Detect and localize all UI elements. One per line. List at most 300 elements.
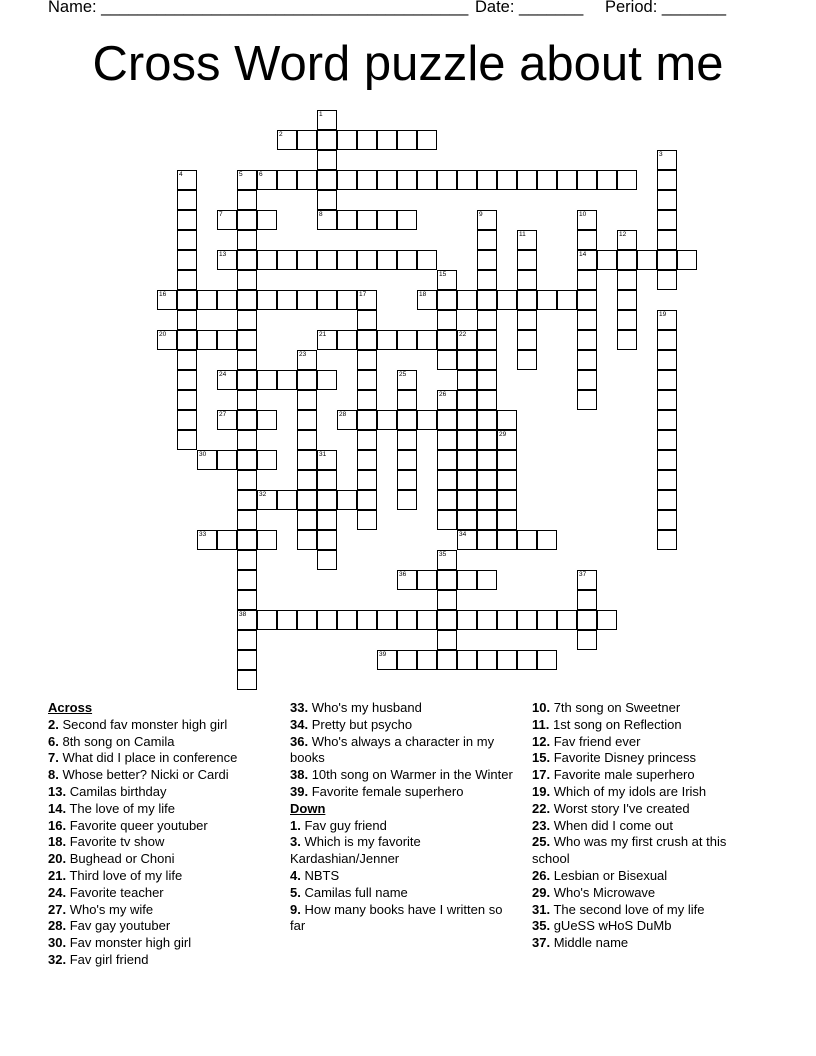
grid-cell[interactable] [517,270,537,290]
grid-cell[interactable] [257,490,277,510]
grid-cell[interactable] [357,250,377,270]
grid-cell[interactable] [477,510,497,530]
grid-cell[interactable] [357,610,377,630]
grid-cell[interactable] [317,150,337,170]
grid-cell[interactable] [357,390,377,410]
grid-cell[interactable] [297,370,317,390]
grid-cell[interactable] [257,370,277,390]
grid-cell[interactable] [177,370,197,390]
grid-cell[interactable] [397,410,417,430]
grid-cell[interactable] [237,590,257,610]
grid-cell[interactable] [497,610,517,630]
grid-cell[interactable] [217,530,237,550]
grid-cell[interactable] [297,350,317,370]
grid-cell[interactable] [577,630,597,650]
grid-cell[interactable] [617,310,637,330]
cell-number: 14 [579,251,587,258]
grid-cell[interactable] [237,630,257,650]
grid-cell[interactable] [497,530,517,550]
grid-cell[interactable] [197,330,217,350]
grid-cell[interactable] [437,270,457,290]
grid-cell[interactable] [237,330,257,350]
grid-cell[interactable] [297,510,317,530]
grid-cell[interactable] [217,210,237,230]
grid-cell[interactable] [397,490,417,510]
grid-cell[interactable] [557,290,577,310]
grid-cell[interactable] [357,130,377,150]
grid-cell[interactable] [237,390,257,410]
grid-cell[interactable] [297,390,317,410]
grid-cell[interactable] [177,330,197,350]
grid-cell[interactable] [297,170,317,190]
grid-cell[interactable] [337,490,357,510]
grid-cell[interactable] [217,370,237,390]
grid-cell[interactable] [317,210,337,230]
grid-cell[interactable] [417,290,437,310]
grid-cell[interactable] [657,190,677,210]
grid-cell[interactable] [677,250,697,270]
grid-cell[interactable] [517,290,537,310]
grid-cell[interactable] [237,370,257,390]
grid-cell[interactable] [477,310,497,330]
grid-cell[interactable] [577,230,597,250]
grid-cell[interactable] [657,210,677,230]
grid-cell[interactable] [657,490,677,510]
grid-cell[interactable] [217,250,237,270]
grid-cell[interactable] [237,430,257,450]
grid-cell[interactable] [437,330,457,350]
grid-cell[interactable] [477,290,497,310]
grid-cell[interactable] [537,170,557,190]
grid-cell[interactable] [397,330,417,350]
grid-cell[interactable] [617,330,637,350]
grid-cell[interactable] [377,330,397,350]
grid-cell[interactable] [437,650,457,670]
grid-cell[interactable] [317,610,337,630]
grid-cell[interactable] [577,250,597,270]
grid-cell[interactable] [277,610,297,630]
grid-cell[interactable] [477,350,497,370]
grid-cell[interactable] [177,250,197,270]
grid-cell[interactable] [457,170,477,190]
grid-cell[interactable] [237,170,257,190]
grid-cell[interactable] [337,610,357,630]
grid-cell[interactable] [517,230,537,250]
grid-cell[interactable] [397,210,417,230]
grid-cell[interactable] [477,410,497,430]
grid-cell[interactable] [397,570,417,590]
grid-cell[interactable] [277,170,297,190]
grid-cell[interactable] [657,450,677,470]
grid-cell[interactable] [537,610,557,630]
grid-cell[interactable] [537,290,557,310]
grid-cell[interactable] [217,450,237,470]
grid-cell[interactable] [277,290,297,310]
grid-cell[interactable] [237,350,257,370]
grid-cell[interactable] [237,470,257,490]
grid-cell[interactable] [417,250,437,270]
grid-cell[interactable] [297,470,317,490]
grid-cell[interactable] [617,170,637,190]
grid-cell[interactable] [357,310,377,330]
grid-cell[interactable] [297,290,317,310]
grid-cell[interactable] [377,610,397,630]
grid-cell[interactable] [237,310,257,330]
grid-cell[interactable] [337,210,357,230]
grid-cell[interactable] [517,330,537,350]
grid-cell[interactable] [317,550,337,570]
grid-cell[interactable] [477,610,497,630]
grid-cell[interactable] [237,250,257,270]
grid-cell[interactable] [477,230,497,250]
grid-cell[interactable] [517,250,537,270]
grid-cell[interactable] [297,490,317,510]
grid-cell[interactable] [417,130,437,150]
grid-cell[interactable] [337,410,357,430]
grid-cell[interactable] [597,250,617,270]
grid-cell[interactable] [457,610,477,630]
grid-cell[interactable] [497,510,517,530]
grid-cell[interactable] [457,450,477,470]
grid-cell[interactable] [457,330,477,350]
grid-cell[interactable] [177,270,197,290]
grid-cell[interactable] [257,410,277,430]
grid-cell[interactable] [357,210,377,230]
grid-cell[interactable] [457,290,477,310]
grid-cell[interactable] [617,230,637,250]
grid-cell[interactable] [417,410,437,430]
grid-cell[interactable] [237,570,257,590]
grid-cell[interactable] [457,470,477,490]
grid-cell[interactable] [477,530,497,550]
grid-cell[interactable] [257,610,277,630]
grid-cell[interactable] [197,530,217,550]
grid-cell[interactable] [497,450,517,470]
grid-cell[interactable] [337,290,357,310]
grid-cell[interactable] [457,430,477,450]
grid-cell[interactable] [437,550,457,570]
grid-cell[interactable] [197,290,217,310]
grid-cell[interactable] [517,650,537,670]
cell-number: 8 [319,211,323,218]
grid-cell[interactable] [497,410,517,430]
grid-cell[interactable] [297,130,317,150]
grid-cell[interactable] [597,170,617,190]
grid-cell[interactable] [557,170,577,190]
grid-cell[interactable] [177,430,197,450]
grid-cell[interactable] [317,490,337,510]
clue-text: What did I place in conference [62,750,238,766]
grid-cell[interactable] [657,350,677,370]
grid-cell[interactable] [417,650,437,670]
grid-cell[interactable] [257,290,277,310]
grid-cell[interactable] [457,350,477,370]
grid-cell[interactable] [317,250,337,270]
grid-cell[interactable] [477,370,497,390]
grid-cell[interactable] [437,350,457,370]
grid-cell[interactable] [577,570,597,590]
grid-cell[interactable] [177,350,197,370]
grid-cell[interactable] [577,610,597,630]
grid-cell[interactable] [657,410,677,430]
grid-cell[interactable] [177,210,197,230]
grid-cell[interactable] [217,290,237,310]
grid-cell[interactable] [437,470,457,490]
grid-cell[interactable] [477,270,497,290]
grid-cell[interactable] [157,330,177,350]
grid-cell[interactable] [457,390,477,410]
grid-cell[interactable] [497,430,517,450]
grid-cell[interactable] [597,610,617,630]
grid-cell[interactable] [237,190,257,210]
grid-cell[interactable] [197,450,217,470]
grid-cell[interactable] [477,250,497,270]
grid-cell[interactable] [477,170,497,190]
grid-cell[interactable] [237,230,257,250]
grid-cell[interactable] [377,250,397,270]
grid-cell[interactable] [357,330,377,350]
grid-cell[interactable] [437,170,457,190]
grid-cell[interactable] [577,210,597,230]
grid-cell[interactable] [317,190,337,210]
grid-cell[interactable] [337,330,357,350]
grid-cell[interactable] [437,450,457,470]
grid-cell[interactable] [357,510,377,530]
grid-cell[interactable] [297,610,317,630]
grid-cell[interactable] [397,610,417,630]
grid-cell[interactable] [177,170,197,190]
grid-cell[interactable] [177,310,197,330]
grid-cell[interactable] [577,170,597,190]
grid-cell[interactable] [477,650,497,670]
grid-cell[interactable] [657,370,677,390]
grid-cell[interactable] [577,350,597,370]
grid-cell[interactable] [317,130,337,150]
grid-cell[interactable] [177,410,197,430]
grid-cell[interactable] [177,390,197,410]
grid-cell[interactable] [257,210,277,230]
grid-cell[interactable] [657,150,677,170]
grid-cell[interactable] [317,110,337,130]
grid-cell[interactable] [377,170,397,190]
grid-cell[interactable] [497,470,517,490]
grid-cell[interactable] [357,410,377,430]
grid-cell[interactable] [177,290,197,310]
grid-cell[interactable] [177,230,197,250]
grid-cell[interactable] [237,270,257,290]
grid-cell[interactable] [377,410,397,430]
grid-cell[interactable] [477,390,497,410]
grid-cell[interactable] [437,430,457,450]
grid-cell[interactable] [337,130,357,150]
grid-cell[interactable] [457,510,477,530]
grid-cell[interactable] [357,470,377,490]
grid-cell[interactable] [457,650,477,670]
grid-cell[interactable] [357,490,377,510]
grid-cell[interactable] [317,510,337,530]
grid-cell[interactable] [617,250,637,270]
grid-cell[interactable] [397,470,417,490]
grid-cell[interactable] [377,130,397,150]
grid-cell[interactable] [337,170,357,190]
grid-cell[interactable] [437,590,457,610]
grid-cell[interactable] [177,190,197,210]
grid-cell[interactable] [437,290,457,310]
grid-cell[interactable] [357,450,377,470]
grid-cell[interactable] [477,210,497,230]
grid-cell[interactable] [517,310,537,330]
grid-cell[interactable] [157,290,177,310]
grid-cell[interactable] [357,430,377,450]
grid-cell[interactable] [297,250,317,270]
grid-cell[interactable] [297,430,317,450]
grid-cell[interactable] [317,170,337,190]
grid-cell[interactable] [417,330,437,350]
grid-cell[interactable] [237,610,257,630]
grid-cell[interactable] [457,530,477,550]
grid-cell[interactable] [577,390,597,410]
grid-cell[interactable] [457,490,477,510]
grid-cell[interactable] [397,450,417,470]
grid-cell[interactable] [297,410,317,430]
grid-cell[interactable] [217,330,237,350]
grid-cell[interactable] [437,490,457,510]
grid-cell[interactable] [397,250,417,270]
grid-cell[interactable] [337,250,357,270]
grid-cell[interactable] [657,470,677,490]
grid-cell[interactable] [657,430,677,450]
grid-cell[interactable] [577,590,597,610]
grid-cell[interactable] [557,610,577,630]
grid-cell[interactable] [437,630,457,650]
grid-cell[interactable] [357,370,377,390]
grid-cell[interactable] [397,130,417,150]
grid-cell[interactable] [237,650,257,670]
grid-cell[interactable] [237,550,257,570]
grid-cell[interactable] [277,490,297,510]
grid-cell[interactable] [457,370,477,390]
grid-cell[interactable] [477,570,497,590]
grid-cell[interactable] [397,170,417,190]
grid-cell[interactable] [477,490,497,510]
grid-cell[interactable] [317,470,337,490]
grid-cell[interactable] [237,670,257,690]
grid-cell[interactable] [617,290,637,310]
grid-cell[interactable] [417,170,437,190]
grid-cell[interactable] [577,310,597,330]
grid-cell[interactable] [257,170,277,190]
grid-cell[interactable] [657,330,677,350]
grid-cell[interactable] [277,250,297,270]
grid-cell[interactable] [497,170,517,190]
grid-cell[interactable] [657,170,677,190]
grid-cell[interactable] [357,290,377,310]
grid-cell[interactable] [317,330,337,350]
grid-cell[interactable] [297,450,317,470]
grid-cell[interactable] [437,390,457,410]
grid-cell[interactable] [517,530,537,550]
grid-cell[interactable] [257,530,277,550]
grid-cell[interactable] [437,510,457,530]
grid-cell[interactable] [577,330,597,350]
grid-cell[interactable] [317,370,337,390]
grid-cell[interactable] [437,610,457,630]
grid-cell[interactable] [277,130,297,150]
grid-cell[interactable] [237,410,257,430]
grid-cell[interactable] [477,450,497,470]
date-field[interactable]: Date: _______ [475,0,584,16]
grid-cell[interactable] [437,410,457,430]
grid-cell[interactable] [397,430,417,450]
grid-cell[interactable] [277,370,297,390]
grid-cell[interactable] [477,430,497,450]
grid-cell[interactable] [537,530,557,550]
grid-cell[interactable] [297,530,317,550]
grid-cell[interactable] [657,310,677,330]
grid-cell[interactable] [397,370,417,390]
grid-cell[interactable] [237,290,257,310]
grid-cell[interactable] [477,470,497,490]
grid-cell[interactable] [577,290,597,310]
grid-cell[interactable] [237,510,257,530]
grid-cell[interactable] [517,170,537,190]
grid-cell[interactable] [237,450,257,470]
grid-cell[interactable] [517,350,537,370]
grid-cell[interactable] [657,270,677,290]
grid-cell[interactable] [357,350,377,370]
grid-cell[interactable] [237,210,257,230]
grid-cell[interactable] [497,490,517,510]
name-field[interactable]: Name: ________________________________________ [48,0,469,16]
grid-cell[interactable] [377,650,397,670]
grid-cell[interactable] [577,270,597,290]
grid-cell[interactable] [657,390,677,410]
grid-cell[interactable] [397,390,417,410]
grid-cell[interactable] [377,210,397,230]
grid-cell[interactable] [397,650,417,670]
grid-cell[interactable] [477,330,497,350]
grid-cell[interactable] [457,570,477,590]
grid-cell[interactable] [437,310,457,330]
grid-cell[interactable] [657,250,677,270]
grid-cell[interactable] [497,650,517,670]
grid-cell[interactable] [317,530,337,550]
grid-cell[interactable] [657,230,677,250]
grid-cell[interactable] [517,610,537,630]
grid-cell[interactable] [577,370,597,390]
grid-cell[interactable] [537,650,557,670]
grid-cell[interactable] [637,250,657,270]
grid-cell[interactable] [257,250,277,270]
grid-cell[interactable] [657,530,677,550]
grid-cell[interactable] [497,290,517,310]
grid-cell[interactable] [417,610,437,630]
grid-cell[interactable] [357,170,377,190]
grid-cell[interactable] [317,450,337,470]
grid-cell[interactable] [617,270,637,290]
period-field[interactable]: Period: _______ [605,0,727,16]
cell-number: 11 [519,231,526,238]
grid-cell[interactable] [217,410,237,430]
grid-cell[interactable] [657,510,677,530]
grid-cell[interactable] [257,450,277,470]
grid-cell[interactable] [237,530,257,550]
grid-cell[interactable] [457,410,477,430]
grid-cell[interactable] [417,570,437,590]
grid-cell[interactable] [317,290,337,310]
grid-cell[interactable] [237,490,257,510]
grid-cell[interactable] [437,570,457,590]
